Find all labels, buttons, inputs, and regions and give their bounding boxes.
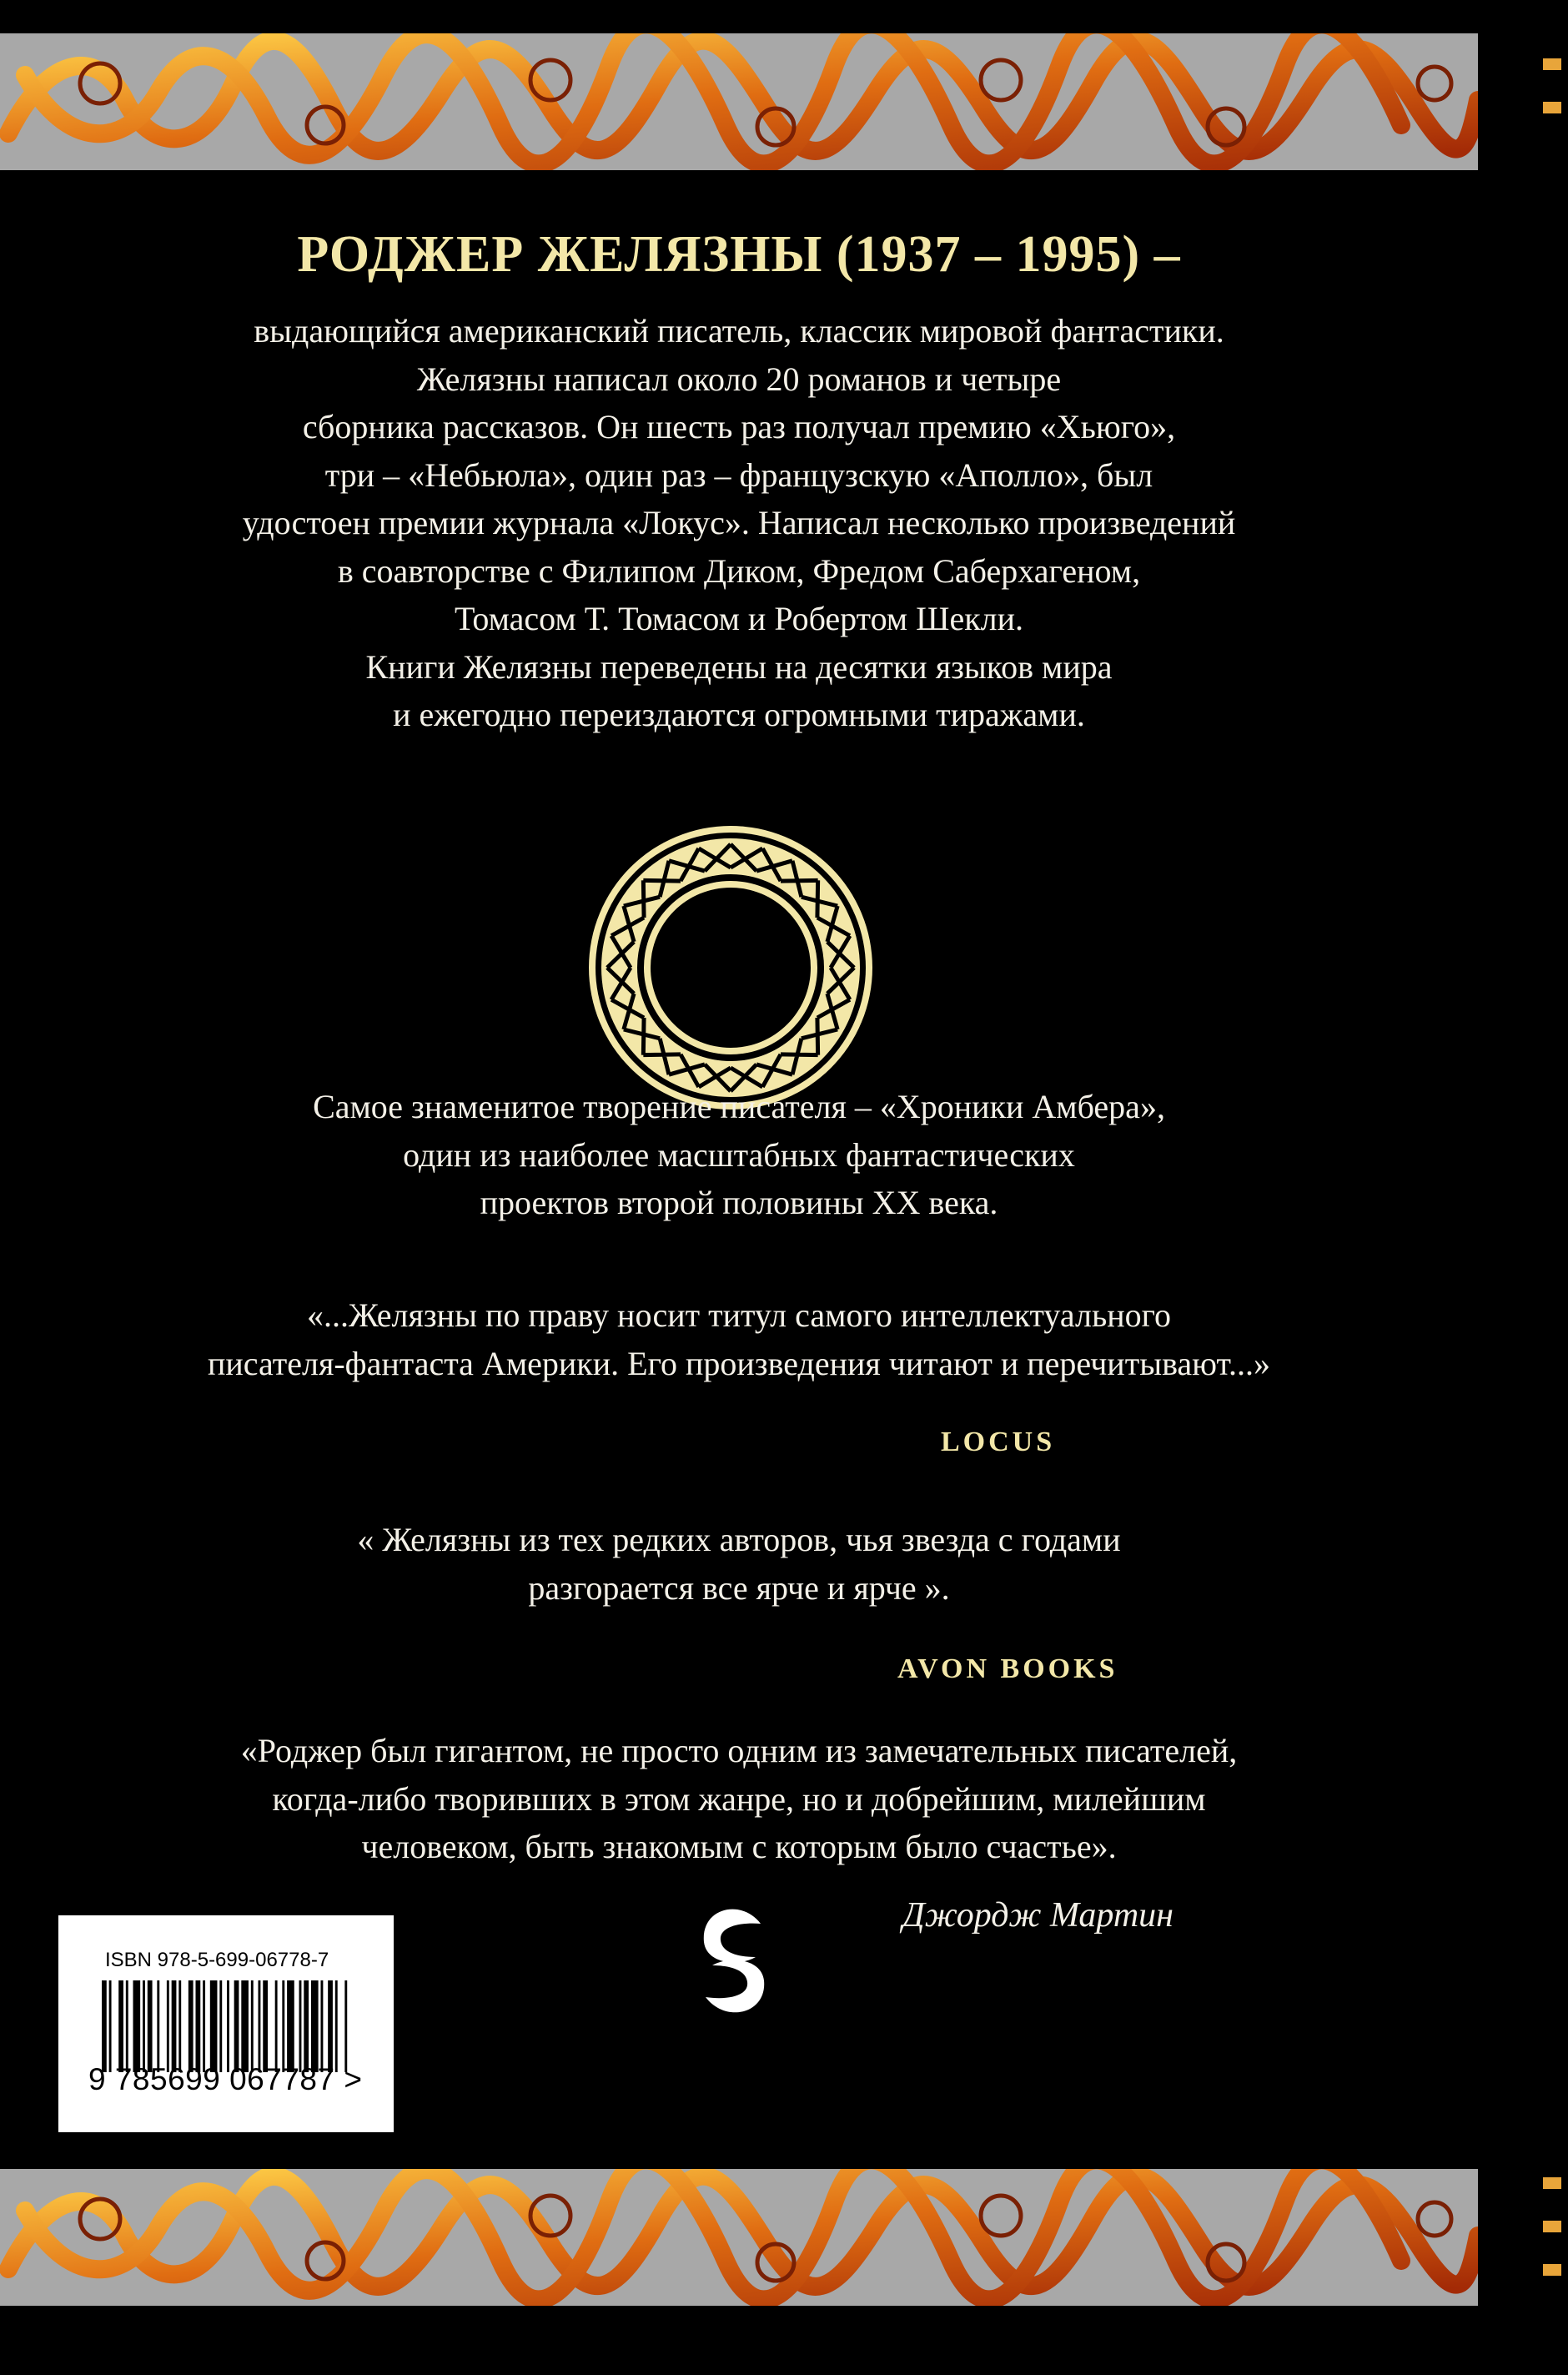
chronicles-paragraph — [0, 1083, 1478, 1227]
quote-line: писателя-фантаста Америки. Его произведения читают и перечитывают...» — [207, 1344, 1271, 1382]
bio-line: три – «Небьюла», один раз – французскую «Аполло», был — [324, 455, 1153, 494]
quote-line: « Желязны из тех редких авторов, чья звезда с годами — [357, 1521, 1121, 1558]
bio-line: Книги Желязны переведены на десятки языков мира — [365, 647, 1113, 686]
celtic-knot-ring-icon — [585, 822, 877, 1114]
isbn-label: ISBN 978-5-699-06778-7 — [105, 1949, 329, 1971]
ornamental-band-top — [0, 33, 1478, 170]
quote-attribution-martin: Джордж Мартин — [902, 1896, 1174, 1935]
quote-locus — [0, 1291, 1478, 1387]
quote-line: когда-либо творивших в этом жанре, но и добрейшим, милейшим — [272, 1779, 1206, 1818]
barcode-bars-icon — [102, 1980, 352, 2072]
isbn-barcode — [58, 1915, 394, 2132]
quote-line: разгорается все ярче и ярче ». — [528, 1568, 950, 1607]
bio-line: Желязны написал около 20 романов и четыре — [416, 360, 1062, 398]
bio-line: Томасом Т. Томасом и Робертом Шекли. — [454, 600, 1024, 637]
ornament-pattern-top — [0, 33, 1478, 170]
ornamental-band-bottom — [0, 2169, 1478, 2306]
quote-attribution-locus: LOCUS — [941, 1427, 1056, 1457]
quote-attribution-avon: AVON BOOKS — [897, 1653, 1118, 1684]
quote-line: «...Желязны по праву носит титул самого интеллектуального — [306, 1296, 1172, 1334]
edge-marks-top — [1543, 58, 1561, 145]
bio-line: сборника рассказов. Он шесть раз получал премию «Хьюго», — [302, 408, 1176, 445]
quote-martin — [0, 1727, 1478, 1871]
bio-line: в соавторстве с Филипом Диком, Фредом Саберхагеном, — [337, 551, 1141, 590]
chronicles-line: один из наиболее масштабных фантастических — [403, 1135, 1075, 1174]
author-bio — [0, 307, 1478, 739]
barcode-digits: 9 785699 067787 > — [88, 2062, 363, 2096]
bio-line: выдающийся американский писатель, классик мировой фантастики. — [254, 312, 1224, 350]
bio-line: удостоен премии журнала «Локус». Написал несколько произведений — [242, 504, 1236, 541]
publisher-logo-icon — [692, 1899, 776, 2024]
bio-line: и ежегодно переиздаются огромными тиражами. — [393, 696, 1085, 733]
author-title: РОДЖЕР ЖЕЛЯЗНЫ (1937 – 1995) – — [297, 226, 1181, 283]
chronicles-line: проектов второй половины XX века. — [480, 1184, 998, 1221]
quote-avon — [0, 1516, 1478, 1612]
quote-line: человеком, быть знакомым с которым было счастье». — [361, 1828, 1117, 1865]
edge-marks-bottom — [1543, 2177, 1561, 2307]
chronicles-line: Самое знаменитое творение писателя – «Хроники Амбера», — [313, 1088, 1165, 1125]
ornament-pattern-bottom — [0, 2169, 1478, 2306]
quote-line: «Роджер был гигантом, не просто одним из замечательных писателей, — [240, 1732, 1238, 1769]
